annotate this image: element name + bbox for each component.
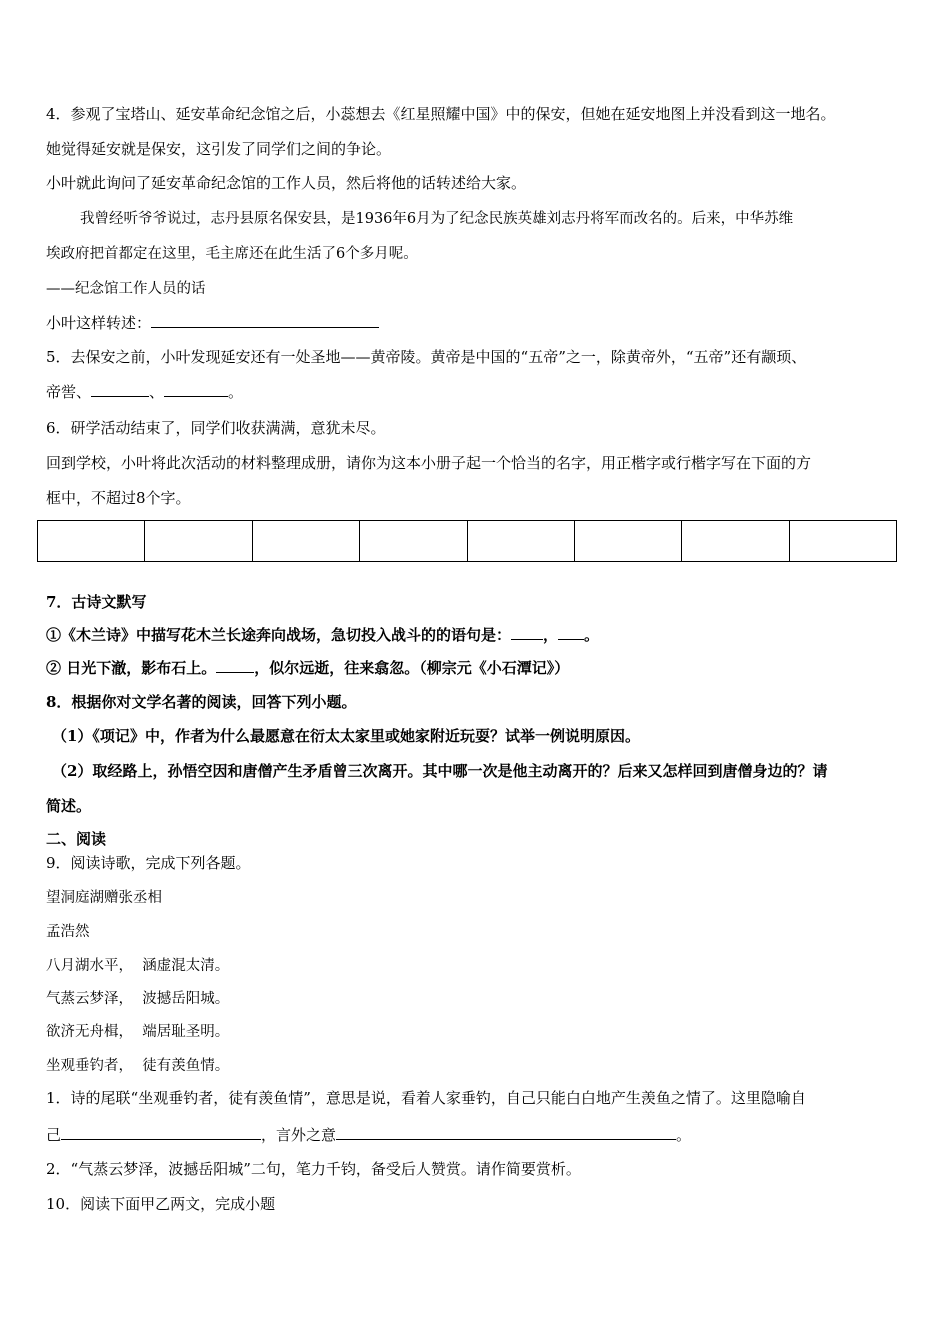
q7-item-2: [46, 658, 920, 678]
q8-sub-2-line-2: 简述。: [46, 797, 92, 815]
q4-line-1: 4．参观了宝塔山、延安革命纪念馆之后，小蕊想去《红星照耀中国》中的保安，但她在延安地图上并没看到这一地名。: [46, 105, 836, 123]
q8-sub-2-line-1: （2）取经路上，孙悟空因和唐僧产生矛盾曾三次离开。其中哪一次是他主动离开的？后来又怎样回到唐僧身边的？请: [52, 762, 828, 780]
poem-line: 坐观垂钓者， 徒有羡鱼情。: [46, 1058, 230, 1074]
q6-line-2: 回到学校，小叶将此次活动的材料整理成册，请你为这本小册子起一个恰当的名字，用正楷字或行楷字写在下面的方: [46, 454, 812, 472]
q4-quote-line-1: 我曾经听爷爷说过，志丹县原名保安县，是1936年6月为了纪念民族英雄刘志丹将军而改名的。后来，中华苏维: [80, 211, 794, 227]
q4-answer-line: [46, 313, 920, 333]
poem-line: 八月湖水平， 涵虚混太清。: [46, 958, 230, 974]
section-heading: 二、阅读: [46, 830, 107, 848]
writing-box[interactable]: [468, 521, 575, 561]
writing-box[interactable]: [360, 521, 467, 561]
q9-sub-1-prefix: 己: [46, 1126, 62, 1144]
q4-quote-source: ——纪念馆工作人员的话: [46, 281, 206, 297]
q9-sub-1-line-2: [46, 1125, 920, 1145]
writing-box[interactable]: [145, 521, 252, 561]
poem-title: 望洞庭湖赠张丞相: [46, 890, 162, 906]
writing-box[interactable]: [682, 521, 789, 561]
q4-answer-blank[interactable]: [151, 313, 379, 328]
title-writing-grid: [37, 520, 897, 562]
q7-blank-2[interactable]: [558, 625, 584, 640]
q6-line-3: 框中，不超过8个字。: [46, 489, 191, 507]
q9-sub-2: 2．“气蒸云梦泽，波撼岳阳城”二句，笔力千钧，备受后人赞赏。请作简要赏析。: [46, 1160, 581, 1178]
q7-item-1-end: 。: [584, 626, 600, 644]
writing-box[interactable]: [575, 521, 682, 561]
q9-sub-1-mid: ，言外之意: [261, 1126, 337, 1144]
q7-blank-3[interactable]: [216, 658, 254, 673]
q8-sub-1: （1）《项记》中，作者为什么最愿意在衍太太家里或她家附近玩耍？试举一例说明原因。: [52, 727, 640, 745]
q5-prefix: 帝喾、: [46, 383, 92, 401]
q8-title: 8．根据你对文学名著的阅读，回答下列小题。: [46, 693, 357, 711]
q9-sub-1-end: 。: [676, 1126, 692, 1144]
q5-end: 。: [228, 383, 244, 401]
q7-item-1: [46, 625, 920, 645]
q9-sub-1-line-1: 1．诗的尾联“坐观垂钓者，徒有羡鱼情”，意思是说，看着人家垂钓，自己只能白白地产生羡鱼之情了。这里隐喻自: [46, 1089, 806, 1107]
writing-box[interactable]: [790, 521, 896, 561]
poem-line: 欲济无舟楫， 端居耻圣明。: [46, 1024, 230, 1040]
q10-intro: 10．阅读下面甲乙两文，完成小题: [46, 1195, 276, 1213]
q5-line-1: 5．去保安之前，小叶发现延安还有一处圣地——黄帝陵。黄帝是中国的“五帝”之一，除黄帝外，“五帝”还有颛顼、: [46, 348, 807, 366]
q9-blank-1[interactable]: [61, 1125, 261, 1140]
q9-blank-2[interactable]: [336, 1125, 676, 1140]
q5-blank-1[interactable]: [91, 382, 149, 397]
q4-line-2: 她觉得延安就是保安，这引发了同学们之间的争论。: [46, 140, 392, 158]
q5-line-2: [46, 382, 920, 402]
poem-author: 孟浩然: [46, 924, 90, 940]
q5-separator: 、: [149, 383, 165, 401]
q7-item-1-sep: ，: [543, 626, 559, 644]
q5-blank-2[interactable]: [164, 382, 228, 397]
q7-blank-1[interactable]: [511, 625, 543, 640]
writing-box[interactable]: [253, 521, 360, 561]
q7-item-2-prefix: ② 日光下澈，影布石上。: [46, 659, 217, 677]
q4-answer-prompt: 小叶这样转述：: [46, 314, 152, 332]
q7-item-2-suffix: ，似尔远逝，往来翕忽。（柳宗元《小石潭记》）: [254, 659, 570, 677]
poem-line: 气蒸云梦泽， 波撼岳阳城。: [46, 991, 230, 1007]
q9-intro: 9．阅读诗歌，完成下列各题。: [46, 854, 251, 872]
writing-box[interactable]: [38, 521, 145, 561]
q4-quote-line-2: 埃政府把首都定在这里，毛主席还在此生活了6个多月呢。: [46, 246, 418, 262]
q6-line-1: 6．研学活动结束了，同学们收获满满，意犹未尽。: [46, 419, 386, 437]
q7-item-1-prefix: ①《木兰诗》中描写花木兰长途奔向战场，急切投入战斗的的语句是：: [46, 626, 512, 644]
q7-title: 7．古诗文默写: [46, 593, 147, 611]
q4-line-3: 小叶就此询问了延安革命纪念馆的工作人员，然后将他的话转述给大家。: [46, 174, 527, 192]
